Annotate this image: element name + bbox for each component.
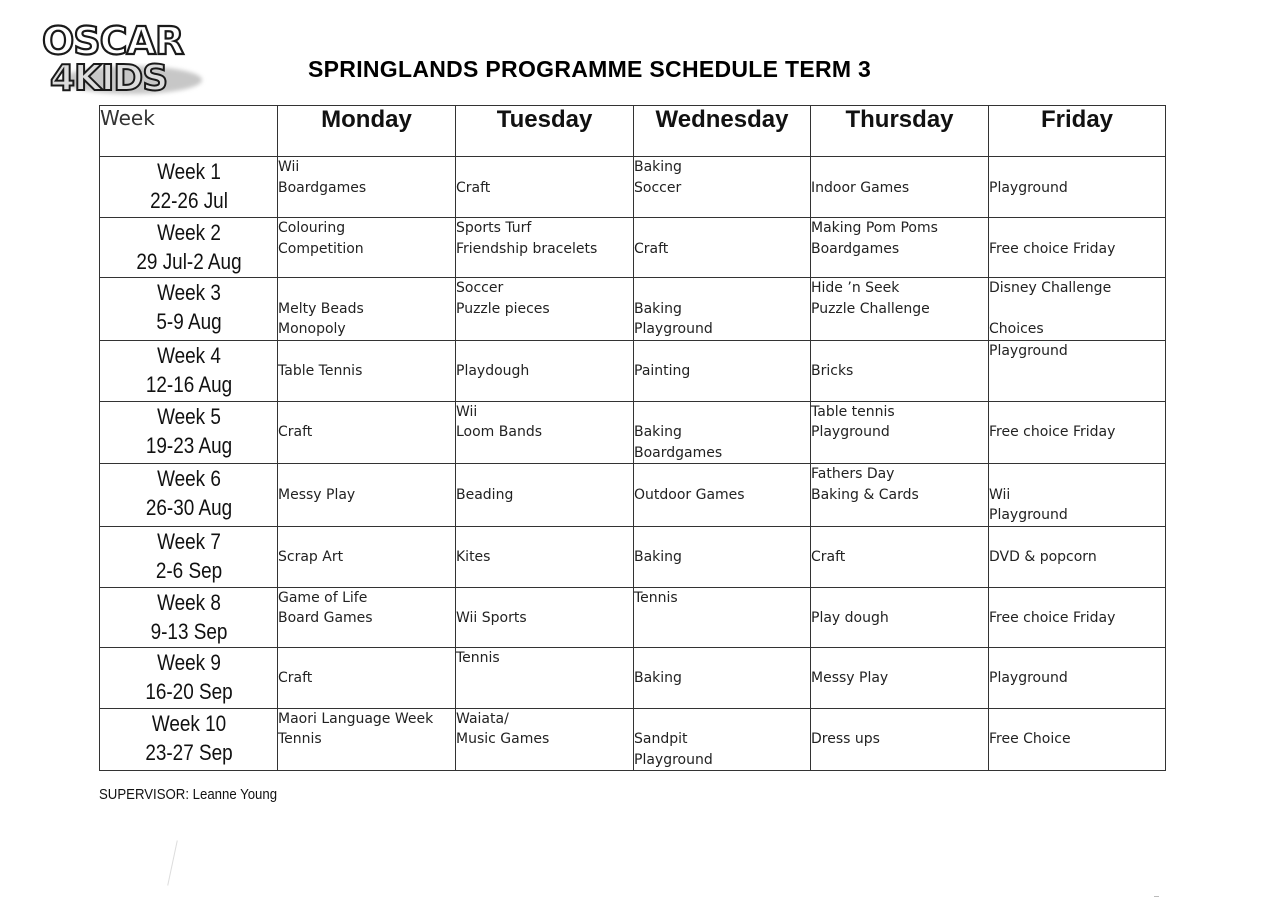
schedule-row bbox=[100, 708, 1166, 771]
activity-line bbox=[456, 341, 633, 362]
activity-line: Playdough bbox=[456, 363, 530, 379]
activity-line: Bricks bbox=[811, 363, 854, 379]
activity-line: Competition bbox=[278, 240, 364, 257]
activity-line: Craft bbox=[278, 424, 313, 440]
activity-line: Beading bbox=[456, 486, 514, 503]
week-label: Week 5 bbox=[156, 403, 221, 429]
activity-line: Free choice Friday bbox=[989, 240, 1116, 257]
week-dates: 19-23 Aug bbox=[145, 432, 232, 458]
activity-line: Music Games bbox=[456, 731, 550, 747]
activity-line: Craft bbox=[811, 549, 846, 565]
week-cell bbox=[112, 157, 265, 218]
logo-bottom-text: 4KIDS bbox=[50, 58, 168, 99]
activity-line: Sandpit bbox=[634, 731, 688, 747]
week-label: Week 3 bbox=[156, 280, 221, 305]
activity-line bbox=[989, 464, 1165, 485]
tuesday-activity-cell bbox=[456, 464, 634, 527]
week-dates: 23-27 Sep bbox=[144, 739, 233, 765]
activity-line bbox=[811, 648, 988, 669]
friday-activity-cell bbox=[989, 401, 1166, 464]
activity-line: Craft bbox=[278, 670, 313, 686]
tuesday-activity-cell bbox=[456, 278, 634, 341]
scan-mark bbox=[1154, 896, 1159, 897]
week-cell bbox=[112, 401, 265, 464]
activity-line: Melty Beads bbox=[278, 300, 364, 317]
monday-activity-cell bbox=[278, 401, 456, 464]
activity-line: Fathers Day bbox=[811, 466, 895, 482]
week-label: Week 7 bbox=[156, 528, 221, 554]
activity-line: Maori Language Week bbox=[278, 710, 434, 727]
activity-line: Baking bbox=[634, 670, 682, 686]
activity-line: Playground bbox=[989, 670, 1068, 686]
monday-activity-cell bbox=[278, 587, 456, 647]
wednesday-activity-cell bbox=[634, 708, 811, 771]
activity-line: Puzzle pieces bbox=[456, 300, 550, 317]
activity-line: Outdoor Games bbox=[634, 486, 745, 503]
activity-line bbox=[634, 278, 810, 299]
schedule-row bbox=[100, 157, 1166, 218]
monday-activity-cell bbox=[278, 464, 456, 527]
activity-line: Baking bbox=[634, 549, 682, 565]
activity-line: Wii bbox=[278, 159, 300, 175]
thursday-activity-cell bbox=[811, 587, 989, 647]
monday-activity-cell bbox=[278, 218, 456, 278]
wednesday-activity-cell bbox=[634, 464, 811, 527]
activity-line: Waiata/ bbox=[456, 710, 509, 727]
friday-activity-cell bbox=[989, 587, 1166, 647]
tuesday-activity-cell bbox=[456, 647, 634, 708]
tuesday-activity-cell bbox=[456, 218, 634, 278]
friday-activity-cell bbox=[989, 278, 1166, 341]
activity-line bbox=[456, 464, 633, 485]
activity-line: Colouring bbox=[278, 220, 346, 236]
thursday-activity-cell bbox=[811, 157, 989, 218]
activity-line bbox=[989, 402, 1165, 423]
week-label: Week 9 bbox=[156, 649, 221, 675]
friday-activity-cell bbox=[989, 218, 1166, 278]
wednesday-header: Wednesday bbox=[634, 106, 811, 157]
activity-line bbox=[634, 218, 810, 239]
week-dates: 9-13 Sep bbox=[150, 618, 227, 644]
thursday-activity-cell bbox=[811, 464, 989, 527]
activity-line: Friendship bracelets bbox=[456, 240, 598, 257]
activity-line: Game of Life bbox=[278, 589, 368, 606]
tuesday-header: Tuesday bbox=[456, 106, 634, 157]
activity-line bbox=[989, 588, 1165, 609]
activity-line: Messy Play bbox=[278, 486, 356, 503]
friday-activity-cell bbox=[989, 157, 1166, 218]
activity-line: Playground bbox=[634, 751, 713, 768]
tuesday-activity-cell bbox=[456, 340, 634, 401]
activity-line: Messy Play bbox=[811, 670, 889, 686]
activity-line: Scrap Art bbox=[278, 549, 344, 565]
thursday-activity-cell bbox=[811, 340, 989, 401]
activity-line bbox=[811, 157, 988, 178]
activity-line: Soccer bbox=[634, 179, 682, 196]
activity-line: Boardgames bbox=[278, 179, 367, 196]
activity-line: Tennis bbox=[278, 731, 322, 747]
activity-line: Free choice Friday bbox=[989, 424, 1116, 440]
tuesday-activity-cell bbox=[456, 587, 634, 647]
activity-line: Tennis bbox=[634, 589, 678, 606]
activity-line: Playground bbox=[989, 179, 1068, 196]
schedule-row bbox=[100, 218, 1166, 278]
monday-activity-cell bbox=[278, 340, 456, 401]
monday-activity-cell bbox=[278, 708, 456, 771]
activity-line: Choices bbox=[989, 321, 1044, 337]
activity-line: Puzzle Challenge bbox=[811, 300, 930, 317]
week-dates: 16-20 Sep bbox=[144, 678, 233, 704]
activity-line bbox=[989, 157, 1165, 178]
thursday-activity-cell bbox=[811, 401, 989, 464]
activity-line: Wii bbox=[456, 403, 478, 420]
week-column-header: Week bbox=[100, 106, 278, 157]
week-dates: 22-26 Jul bbox=[149, 188, 228, 213]
friday-activity-cell bbox=[989, 526, 1166, 587]
activity-line bbox=[456, 527, 633, 548]
activity-line: Dress ups bbox=[811, 731, 880, 747]
activity-line bbox=[634, 464, 810, 485]
activity-line bbox=[278, 648, 455, 669]
tuesday-activity-cell bbox=[456, 401, 634, 464]
week-label: Week 8 bbox=[156, 589, 221, 615]
schedule-row bbox=[100, 464, 1166, 527]
week-dates: 5-9 Aug bbox=[155, 309, 222, 334]
schedule-row bbox=[100, 587, 1166, 647]
activity-line: Indoor Games bbox=[811, 179, 910, 196]
activity-line: Playground bbox=[989, 507, 1068, 523]
wednesday-activity-cell bbox=[634, 401, 811, 464]
week-cell bbox=[112, 526, 265, 587]
activity-line: Table Tennis bbox=[278, 363, 363, 379]
activity-line: Boardgames bbox=[811, 240, 900, 257]
activity-line bbox=[989, 648, 1165, 669]
thursday-activity-cell bbox=[811, 278, 989, 341]
activity-line bbox=[456, 588, 633, 609]
activity-line bbox=[811, 341, 988, 362]
week-label: Week 10 bbox=[151, 710, 226, 736]
activity-line bbox=[989, 299, 1165, 320]
oscar-4kids-logo bbox=[40, 14, 210, 100]
thursday-activity-cell bbox=[811, 526, 989, 587]
activity-line: Playground bbox=[811, 424, 890, 440]
activity-line bbox=[456, 157, 633, 178]
activity-line: Boardgames bbox=[634, 444, 723, 461]
wednesday-activity-cell bbox=[634, 647, 811, 708]
activity-line: Playground bbox=[989, 342, 1068, 359]
activity-line: DVD & popcorn bbox=[989, 549, 1097, 565]
activity-line: Painting bbox=[634, 363, 691, 379]
friday-header: Friday bbox=[989, 106, 1166, 157]
activity-line: Tennis bbox=[456, 649, 500, 666]
friday-activity-cell bbox=[989, 340, 1166, 401]
activity-line bbox=[278, 402, 455, 423]
activity-line: Board Games bbox=[278, 610, 373, 626]
activity-line bbox=[811, 709, 988, 730]
activity-line: Monopoly bbox=[278, 321, 346, 337]
week-label: Week 4 bbox=[156, 342, 221, 368]
schedule-row bbox=[100, 340, 1166, 401]
activity-line bbox=[278, 278, 455, 299]
activity-line: Wii bbox=[989, 486, 1011, 503]
activity-line bbox=[278, 341, 455, 362]
monday-activity-cell bbox=[278, 278, 456, 341]
activity-line bbox=[989, 218, 1165, 239]
activity-line: Baking bbox=[634, 424, 682, 440]
monday-activity-cell bbox=[278, 157, 456, 218]
monday-activity-cell bbox=[278, 526, 456, 587]
activity-line: Baking bbox=[634, 300, 682, 317]
scan-mark bbox=[167, 840, 178, 885]
activity-line: Craft bbox=[634, 240, 669, 257]
week-cell bbox=[112, 708, 265, 771]
schedule-body bbox=[100, 157, 1166, 771]
week-cell bbox=[112, 278, 265, 341]
schedule-row bbox=[100, 526, 1166, 587]
supervisor-note: SUPERVISOR: Leanne Young bbox=[99, 786, 278, 803]
week-dates: 2-6 Sep bbox=[155, 557, 222, 583]
activity-line bbox=[634, 402, 810, 423]
activity-line: Loom Bands bbox=[456, 424, 543, 440]
activity-line: Table tennis bbox=[811, 403, 895, 420]
schedule-row bbox=[100, 278, 1166, 341]
activity-line bbox=[989, 709, 1165, 730]
week-label: Week 6 bbox=[156, 466, 221, 491]
thursday-activity-cell bbox=[811, 708, 989, 771]
monday-header: Monday bbox=[278, 106, 456, 157]
activity-line: Free Choice bbox=[989, 731, 1071, 747]
wednesday-activity-cell bbox=[634, 218, 811, 278]
activity-line bbox=[989, 527, 1165, 548]
activity-line: Free choice Friday bbox=[989, 610, 1116, 626]
tuesday-activity-cell bbox=[456, 526, 634, 587]
week-cell bbox=[112, 340, 265, 401]
wednesday-activity-cell bbox=[634, 340, 811, 401]
activity-line: Sports Turf bbox=[456, 220, 532, 236]
activity-line: Baking & Cards bbox=[811, 486, 919, 503]
friday-activity-cell bbox=[989, 647, 1166, 708]
thursday-header: Thursday bbox=[811, 106, 989, 157]
tuesday-activity-cell bbox=[456, 157, 634, 218]
activity-line bbox=[634, 341, 810, 362]
activity-line: Soccer bbox=[456, 280, 504, 296]
wednesday-activity-cell bbox=[634, 278, 811, 341]
activity-line: Disney Challenge bbox=[989, 280, 1112, 296]
logo-graphic bbox=[40, 14, 210, 100]
activity-line bbox=[634, 527, 810, 548]
activity-line bbox=[634, 709, 810, 730]
thursday-activity-cell bbox=[811, 218, 989, 278]
schedule-row bbox=[100, 647, 1166, 708]
activity-line bbox=[634, 648, 810, 669]
week-label: Week 1 bbox=[156, 159, 221, 184]
activity-line: Making Pom Poms bbox=[811, 220, 938, 236]
week-dates: 29 Jul-2 Aug bbox=[135, 249, 242, 274]
wednesday-activity-cell bbox=[634, 157, 811, 218]
friday-activity-cell bbox=[989, 464, 1166, 527]
week-cell bbox=[112, 587, 265, 647]
activity-line bbox=[811, 527, 988, 548]
week-cell bbox=[112, 464, 265, 527]
activity-line bbox=[278, 464, 455, 485]
activity-line bbox=[811, 588, 988, 609]
wednesday-activity-cell bbox=[634, 526, 811, 587]
schedule-table bbox=[99, 105, 1166, 771]
schedule-row bbox=[100, 401, 1166, 464]
tuesday-activity-cell bbox=[456, 708, 634, 771]
week-cell bbox=[112, 218, 265, 278]
activity-line: Hide ’n Seek bbox=[811, 280, 900, 296]
activity-line: Kites bbox=[456, 549, 491, 565]
week-dates: 26-30 Aug bbox=[145, 495, 232, 520]
page-title: SPRINGLANDS PROGRAMME SCHEDULE TERM 3 bbox=[308, 56, 872, 82]
activity-line: Play dough bbox=[811, 610, 889, 626]
activity-line: Playground bbox=[634, 321, 713, 337]
activity-line: Craft bbox=[456, 179, 491, 196]
logo-top-text: OSCAR bbox=[42, 19, 184, 63]
week-label: Week 2 bbox=[156, 220, 221, 245]
friday-activity-cell bbox=[989, 708, 1166, 771]
monday-activity-cell bbox=[278, 647, 456, 708]
activity-line: Baking bbox=[634, 159, 682, 175]
week-cell bbox=[112, 647, 265, 708]
activity-line: Wii Sports bbox=[456, 610, 527, 626]
header-row bbox=[100, 106, 1166, 157]
week-dates: 12-16 Aug bbox=[145, 371, 232, 397]
activity-line bbox=[278, 527, 455, 548]
wednesday-activity-cell bbox=[634, 587, 811, 647]
thursday-activity-cell bbox=[811, 647, 989, 708]
